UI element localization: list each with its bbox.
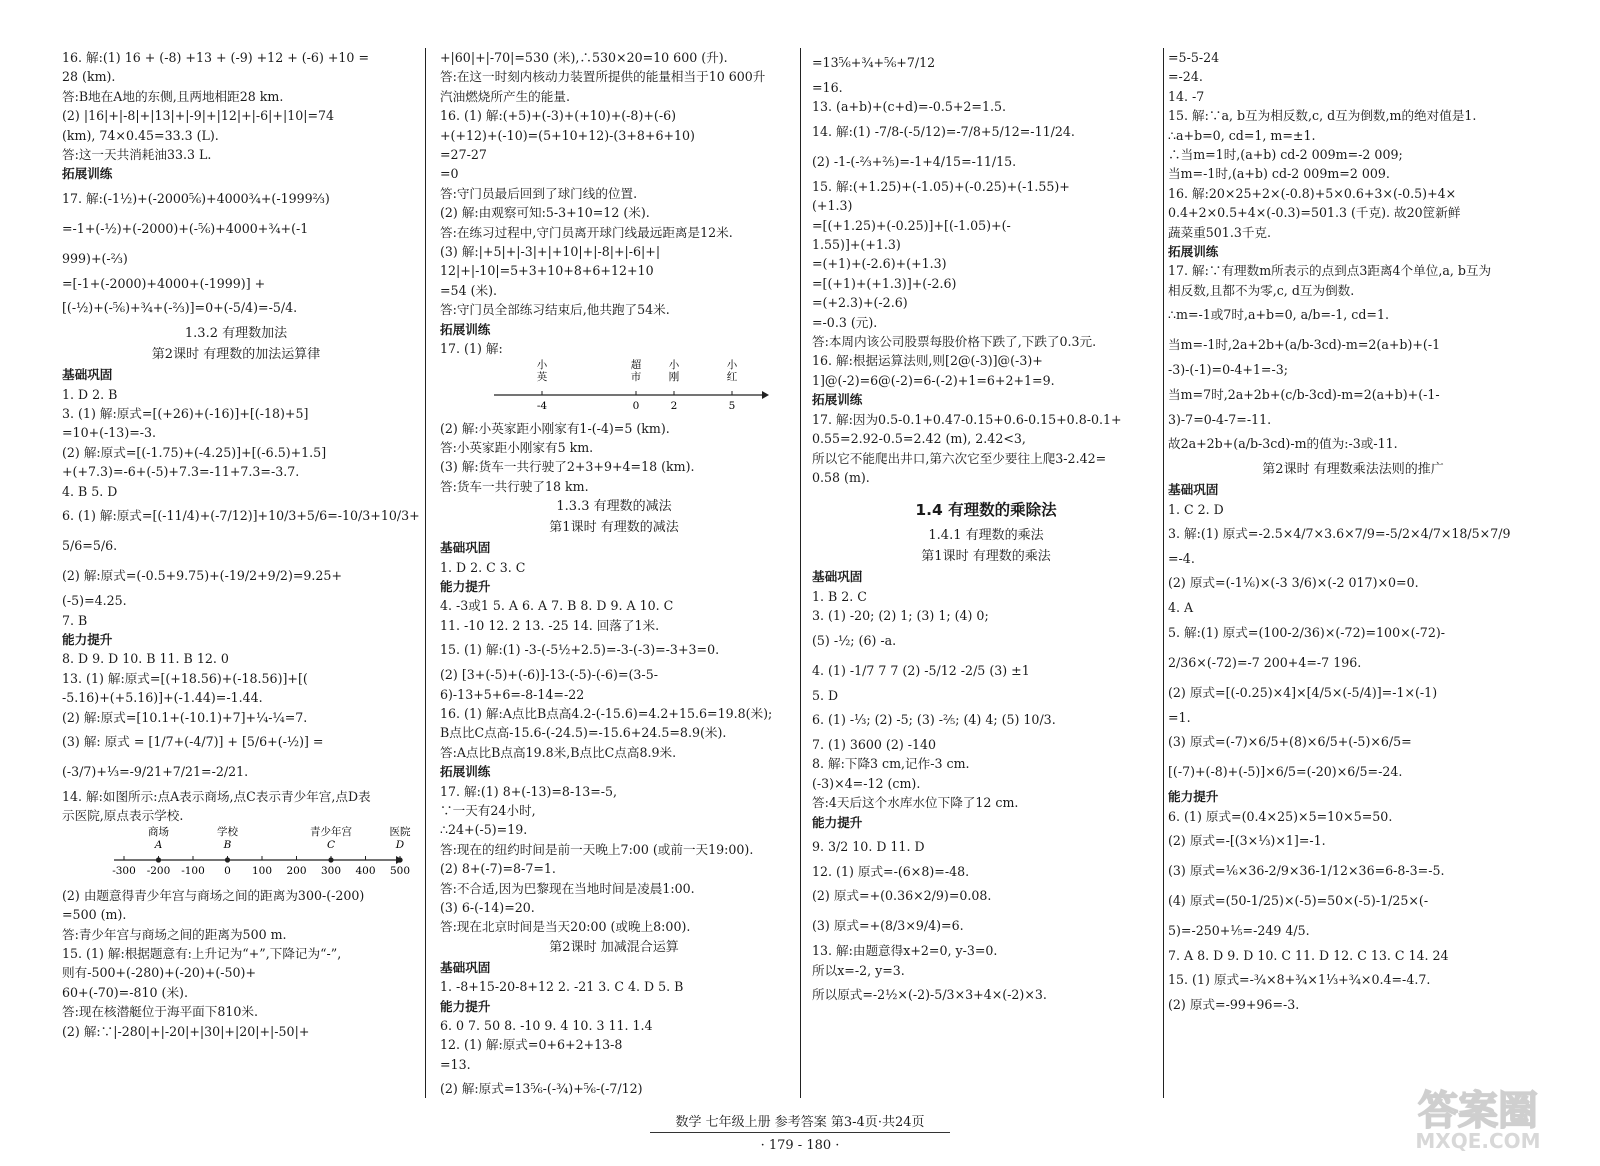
number-line-point-letter: C: [326, 838, 336, 851]
answer-line: (2) -1-(-⅔+⅖)=-1+4/15=-11/15.: [812, 153, 1017, 169]
answer-line: 汽油燃烧所产生的能量.: [440, 88, 570, 104]
section-heading: 第2课时 有理数的加法运算律: [151, 347, 321, 363]
answer-line: 60+(-70)=-810 (米).: [62, 984, 188, 1000]
answer-line: =10+(-13)=-3.: [62, 425, 157, 441]
answer-line: =13⅚+¾+⅚+7/12: [812, 55, 936, 70]
number-line-point: [156, 857, 161, 862]
column-1: [62, 48, 420, 1066]
answer-line: 4. B 5. D: [62, 483, 118, 499]
answer-line: (3) 原式=⅙×36-2/9×36-1/12×36=6-8-3=-5.: [1168, 862, 1445, 878]
answer-line: 3. 解:(1) 原式=-2.5×4/7×3.6×7/9=-5/2×4/7×18/5×7/9: [1168, 525, 1511, 541]
answer-line: 所以x=-2, y=3.: [812, 962, 905, 978]
answer-line: =16.: [812, 80, 843, 95]
answer-line: =13.: [440, 1056, 471, 1072]
number-line-place-label: 医院: [389, 825, 411, 838]
number-line-tick-label: 500: [389, 864, 411, 877]
answer-line: (3) 解:货车一共行驶了2+3+9+4=18 (km).: [440, 459, 695, 475]
answer-line: (2) 原式=[(-0.25)×4]×[4/5×(-5/4)]=-1×(-1): [1168, 684, 1438, 700]
number-line-arrow: [762, 391, 769, 399]
answer-line: 0.55=2.92-0.5=2.42 (m), 2.42<3,: [812, 431, 1026, 447]
answer-line: 3. (1) 解:原式=[(+26)+(-16)]+[(-18)+5]: [62, 406, 309, 422]
section-label: 基础巩固: [62, 367, 113, 383]
number-line-tick-label: -4: [536, 399, 548, 412]
column-divider: [1163, 48, 1164, 1098]
answer-line: =(+1)+(-2.6)+(+1.3): [812, 256, 947, 272]
answer-line: 当m=7时,2a+2b+(c/b-3cd)-m=2(a+b)+(-1-: [1168, 386, 1440, 402]
section-label: 能力提升: [440, 578, 491, 594]
number-line-figure: [62, 826, 410, 882]
answer-line: (km), 74×0.45=33.3 (L).: [62, 127, 219, 143]
answer-line: (2) 解:∵|-280|+|-20|+|30|+|20|+|-50|+: [62, 1023, 310, 1039]
answer-line: (3) 解: 原式 = [1/7+(-4/7)] + [5/6+(-½)] =: [62, 733, 324, 749]
answer-line: 故2a+2b+(a/b-3cd)-m的值为:-3或-11.: [1168, 436, 1398, 452]
answer-line: 相反数,且都不为零,c, d互为倒数.: [1168, 282, 1355, 298]
number-line-tick-label: 5: [728, 399, 736, 412]
number-line-place-label: 青少年宫: [310, 825, 352, 838]
answer-line: 9. 3/2 10. D 11. D: [812, 838, 925, 854]
answer-line: 14. 解:如图所示:点A表示商场,点C表示青少年宫,点D表: [62, 788, 371, 804]
column-divider: [425, 48, 426, 1098]
answer-line: 2/36×(-72)=-7 200+4=-7 196.: [1168, 654, 1362, 670]
answer-line: 12. (1) 解:原式=0+6+2+13-8: [440, 1037, 623, 1053]
answer-line: (3) 解:|+5|+|-3|+|+10|+|-8|+|-6|+|: [440, 244, 661, 260]
section-heading: 1.4 有理数的乘除法: [915, 501, 1057, 520]
watermark-logo-text: 答案圈: [1418, 1088, 1538, 1134]
answer-line: (2) 解:原式=[(-1.75)+(-4.25)]+[(-6.5)+1.5]: [62, 444, 327, 460]
answer-line: 1. B 2. C: [812, 588, 867, 604]
number-line-point-letter: D: [395, 838, 405, 851]
number-line-place-label: 小: [726, 358, 738, 371]
section-label: 拓展训练: [62, 166, 113, 182]
answer-line: (+1.3): [812, 198, 853, 214]
section-label: 拓展训练: [440, 764, 491, 780]
section-heading: 1.4.1 有理数的乘法: [928, 528, 1044, 544]
answer-line: 4. (1) -1/7 7 7 (2) -5/12 -2/5 (3) ±1: [812, 662, 1030, 678]
section-label: 基础巩固: [1168, 482, 1219, 498]
answer-line: =-4.: [1168, 550, 1195, 566]
answer-line: [(-½)+(-⅚)+¾+(-⅔)]=0+(-5/4)=-5/4.: [62, 300, 298, 316]
number-line-place-label: 小: [668, 358, 680, 371]
answer-line: =-24.: [1168, 69, 1203, 85]
section-label: 基础巩固: [440, 540, 491, 556]
answer-line: 17. (1) 解:: [440, 341, 503, 357]
answer-line: 12|+|-10|=5+3+10+8+6+12+10: [440, 263, 654, 279]
answer-line: 7. (1) 3600 (2) -140: [812, 736, 937, 752]
answer-line: (2) 由题意得青少年宫与商场之间的距离为300-(-200): [62, 887, 365, 903]
answer-line: 999)+(-⅔): [62, 250, 128, 266]
answer-line: 答:在练习过程中,守门员离开球门线最远距离是12米.: [440, 224, 733, 240]
answer-line: (3) 原式=(-7)×6/5+(8)×6/5+(-5)×6/5=: [1168, 734, 1412, 750]
answer-line: 答:B地在A地的东侧,且两地相距28 km.: [62, 88, 284, 104]
column-divider: [800, 48, 801, 1098]
answer-line: =-1+(-½)+(-2000)+(-⅚)+4000+¾+(-1: [62, 220, 309, 236]
answer-line: 答:本周内该公司股票每股价格下跌了,下跌了0.3元.: [812, 334, 1097, 350]
number-line-place-label: 英: [536, 370, 548, 383]
answer-line: 16. 解:(1) 16 + (-8) +13 + (-9) +12 + (-6) +10 =: [62, 50, 369, 65]
answer-line: 1.55)]+(+1.3): [812, 237, 901, 253]
answer-line: 1. D 2. C 3. C: [440, 559, 526, 575]
answer-line: 7. B: [62, 612, 88, 628]
answer-line: (2) [3+(-5)+(-6)]-13-(-5)-(-6)=(3-5-: [440, 667, 658, 683]
answer-line: (2) 原式=(-1⅙)×(-3 3/6)×(-2 017)×0=0.: [1168, 575, 1419, 591]
answer-line: 5/6=5/6.: [62, 538, 118, 554]
number-line-place-label: 红: [726, 370, 738, 383]
answer-line: 16. (1) 解:A点比B点高4.2-(-15.6)=4.2+15.6=19.8(米);: [440, 705, 773, 721]
number-line-figure: [440, 359, 788, 415]
section-heading: 1.3.2 有理数加法: [184, 326, 288, 342]
answer-line: [(-7)+(-8)+(-5)]×6/5=(-20)×6/5=-24.: [1168, 764, 1403, 780]
answer-line: (2) 原式=+(0.36×2/9)=0.08.: [812, 888, 992, 904]
answer-line: (2) 解:原式=[10.1+(-10.1)+7]+¼-¼=7.: [62, 709, 308, 725]
section-label: 基础巩固: [440, 959, 491, 975]
number-line-point-letter: B: [223, 838, 232, 851]
answer-line: 3)-7=0-4-7=-11.: [1168, 411, 1272, 427]
answer-line: (4) 原式=(50-1/25)×(-5)=50×(-5)-1/25×(-: [1168, 892, 1429, 908]
section-label: 基础巩固: [812, 569, 863, 585]
answer-line: 17. 解:(-1½)+(-2000⅚)+4000¾+(-1999⅔): [62, 190, 330, 206]
watermark-url: MXQE.COM: [1415, 1129, 1541, 1153]
answer-line: 答:这一天共消耗油33.3 L.: [62, 147, 212, 163]
number-line-place-label: 小: [536, 358, 548, 371]
number-line-point-letter: A: [154, 838, 163, 851]
answer-line: =[-1+(-2000)+4000+(-1999)] +: [62, 275, 266, 291]
answer-line: 14. 解:(1) -7/8-(-5/12)=-7/8+5/12=-11/24.: [812, 123, 1075, 139]
answer-line: 17. 解:因为0.5-0.1+0.47-0.15+0.6-0.15+0.8-0.1+: [812, 411, 1122, 427]
answer-line: (2) 8+(-7)=8-7=1.: [440, 861, 556, 877]
answer-line: 1. D 2. B: [62, 386, 118, 402]
answer-line: 答:现在北京时间是当天20:00 (或晚上8:00).: [440, 919, 691, 935]
section-heading: 1.3.3 有理数的减法: [556, 499, 672, 515]
section-label: 拓展训练: [1168, 244, 1219, 260]
answer-line: 15. (1) 解:根据题意有:上升记为“+”,下降记为“-”,: [62, 945, 342, 961]
answer-line: 8. D 9. D 10. B 11. B 12. 0: [62, 651, 229, 667]
section-label: 拓展训练: [440, 321, 491, 337]
answer-line: =54 (米).: [440, 282, 498, 298]
section-heading: 第1课时 有理数的乘法: [921, 549, 1051, 565]
column-3: [812, 48, 1160, 1066]
section-heading: 第2课时 加减混合运算: [549, 939, 679, 955]
section-heading: 第2课时 有理数乘法法则的推广: [1262, 462, 1444, 478]
number-line-place-label: 市: [630, 370, 642, 383]
answer-line: 13. (1) 解:原式=[(+18.56)+(-18.56)]+[(: [62, 670, 308, 686]
answer-line: =1.: [1168, 709, 1191, 725]
answer-line: 答:小英家距小刚家有5 km.: [440, 439, 594, 455]
answer-line: 答:守门员全部练习结束后,他共跑了54米.: [440, 302, 670, 318]
answer-line: 答:不合适,因为巴黎现在当地时间是凌晨1:00.: [440, 880, 695, 896]
answer-line: 28 (km).: [62, 69, 116, 85]
answer-line: +(+7.3)=-6+(-5)+7.3=-11+7.3=-3.7.: [62, 464, 300, 480]
answer-line: =-0.3 (元).: [812, 314, 878, 330]
answer-line: 13. 解:由题意得x+2=0, y-3=0.: [812, 943, 998, 959]
answer-line: +|60|+|-70|=530 (米),∴530×20=10 600 (升).: [440, 50, 728, 65]
column-4: [1168, 48, 1538, 1066]
answer-line: 则有-500+(-280)+(-20)+(-50)+: [62, 965, 257, 981]
answer-line: ∴m=-1或7时,a+b=0, a/b=-1, cd=1.: [1168, 307, 1389, 323]
answer-line: =27-27: [440, 147, 487, 163]
answer-line: ∴a+b=0, cd=1, m=±1.: [1168, 127, 1316, 143]
answer-line: 16. 解:根据运算法则,则[2@(-3)]@(-3)+: [812, 353, 1043, 369]
answer-line: -3)-(-1)=0-4+1=-3;: [1168, 362, 1288, 378]
answer-line: 16. 解:20×25+2×(-0.8)+5×0.6+3×(-0.5)+4×: [1168, 185, 1457, 201]
answer-line: 17. 解:(1) 8+(-13)=8-13=-5,: [440, 783, 618, 799]
answer-line: 8. 解:下降3 cm,记作-3 cm.: [812, 756, 970, 772]
number-line-place-label: 商场: [148, 825, 169, 838]
answer-line: =(+2.3)+(-2.6): [812, 295, 908, 311]
answer-line: 1]@(-2)=6@(-2)=6-(-2)+1=6+2+1=9.: [812, 372, 1055, 388]
answer-line: 7. A 8. D 9. D 10. C 11. D 12. C 13. C 14. 24: [1168, 947, 1449, 963]
answer-line: 所以它不能爬出井口,第六次它至少要往上爬3-2.42=: [812, 450, 1107, 466]
answer-line: (2) 解:原式=13⅚-(-¾)+⅚-(-7/12): [440, 1081, 643, 1097]
answer-line: 示医院,原点表示学校.: [62, 808, 184, 824]
answer-line: 蔬菜重501.3千克.: [1168, 224, 1272, 240]
answer-line: (3) 原式=+(8/3×9/4)=6.: [812, 918, 964, 934]
answer-line: 4. A: [1168, 600, 1194, 616]
answer-line: 答:现在的纽约时间是前一天晚上7:00 (或前一天19:00).: [440, 841, 754, 857]
answer-line: 答:守门员最后回到了球门线的位置.: [440, 185, 638, 201]
answer-line: B点比C点高-15.6-(-24.5)=-15.6+24.5=8.9(米).: [440, 725, 727, 741]
answer-line: 6. (1) 解:原式=[(-11/4)+(-7/12)]+10/3+5/6=-10/3+10/3+: [62, 508, 420, 524]
answer-line: 15. (1) 解:(1) -3-(-5½+2.5)=-3-(-3)=-3+3=0.: [440, 642, 720, 658]
number-line-place-label: 学校: [217, 825, 238, 838]
answer-line: (3) 6-(-14)=20.: [440, 900, 535, 916]
section-heading: 第1课时 有理数的减法: [549, 520, 679, 536]
answer-line: 6)-13+5+6=-8-14=-22: [440, 686, 585, 702]
answer-line: 15. (1) 原式=-¾×8+¾×1⅓+¾×0.4=-4.7.: [1168, 972, 1431, 988]
number-line-tick-label: 2: [670, 399, 678, 412]
answer-line: 当m=-1时,2a+2b+(a/b-3cd)-m=2(a+b)+(-1: [1168, 337, 1441, 353]
answer-line: (2) 解:原式=(-0.5+9.75)+(-19/2+9/2)=9.25+: [62, 568, 343, 584]
answer-line: -5.16)+(+5.16)]+(-1.44)=-1.44.: [62, 690, 263, 706]
answer-line: (2) |16|+|-8|+|13|+|-9|+|12|+|-6|+|10|=74: [62, 108, 335, 124]
answer-line: ∴当m=1时,(a+b) cd-2 009m=-2 009;: [1168, 147, 1403, 163]
answer-line: 6. 0 7. 50 8. -10 9. 4 10. 3 11. 1.4: [440, 1018, 653, 1034]
answer-line: 1. C 2. D: [1168, 501, 1224, 517]
number-line-tick-label: -200: [146, 864, 171, 877]
watermark-logo: [1378, 1082, 1578, 1152]
answer-line: 5. 解:(1) 原式=(100-2/36)×(-72)=100×(-72)-: [1168, 624, 1446, 640]
section-label: 能力提升: [812, 814, 863, 830]
number-line-place-label: 刚: [668, 370, 680, 383]
number-line-tick-label: -100: [181, 864, 205, 877]
answer-line: 17. 解:∵有理数m所表示的点到点3距离4个单位,a, b互为: [1168, 263, 1492, 279]
answer-line: (2) 原式=-99+96=-3.: [1168, 997, 1300, 1013]
answer-line: 0.58 (m).: [812, 469, 870, 485]
number-line-tick-label: 300: [320, 864, 342, 877]
number-line-tick-label: -300: [112, 864, 136, 877]
column-2: [440, 48, 788, 1097]
section-label: 拓展训练: [812, 392, 863, 408]
answer-line: =500 (m).: [62, 907, 127, 923]
answer-line: 答:A点比B点高19.8米,B点比C点高8.9米.: [440, 744, 677, 760]
answer-line: 5)=-250+⅕=-249 4/5.: [1168, 922, 1310, 938]
answer-line: 6. (1) 原式=(0.4×25)×5=10×5=50.: [1168, 808, 1393, 824]
answer-line: ∴24+(-5)=19.: [440, 822, 528, 838]
answer-line: 答:4天后这个水库水位下降了12 cm.: [812, 795, 1019, 811]
answer-line: 答:货车一共行驶了18 km.: [440, 478, 589, 494]
page-numbers: · 179 - 180 ·: [760, 1138, 840, 1153]
answer-line: 答:在这一时刻内核动力装置所提供的能量相当于10 600升: [440, 69, 766, 85]
footer-rule: [650, 1132, 950, 1133]
answer-line: (-5)=4.25.: [62, 593, 127, 609]
section-label: 能力提升: [1168, 789, 1219, 805]
answer-line: 所以原式=-2½×(-2)-5/3×3+4×(-2)×3.: [812, 987, 1047, 1003]
answer-line: 答:现在核潜艇位于海平面下810米.: [62, 1004, 259, 1020]
answer-line: 4. -3或1 5. A 6. A 7. B 8. D 9. A 10. C: [440, 598, 674, 614]
number-line-tick-label: 0: [224, 864, 231, 877]
section-label: 能力提升: [62, 631, 113, 647]
page-footer: 数学 七年级上册 参考答案 第3-4页·共24页: [675, 1115, 925, 1130]
answer-line: 15. 解:(+1.25)+(-1.05)+(-0.25)+(-1.55)+: [812, 178, 1070, 194]
answer-line: 11. -10 12. 2 13. -25 14. 回落了1米.: [440, 617, 660, 633]
number-line-tick-label: 200: [286, 864, 307, 877]
number-line-tick-label: 100: [251, 864, 273, 877]
answer-line: 15. 解:∵a, b互为相反数,c, d互为倒数,m的绝对值是1.: [1168, 108, 1477, 124]
answer-line: 0.4+2×0.5+4×(-0.3)=501.3 (千克). 故20筐新鲜: [1168, 205, 1461, 221]
answer-line: 当m=-1时,(a+b) cd-2 009m=2 009.: [1168, 166, 1390, 182]
answer-line: 16. (1) 解:(+5)+(-3)+(+10)+(-8)+(-6): [440, 108, 676, 124]
answer-line: 13. (a+b)+(c+d)=-0.5+2=1.5.: [812, 99, 1007, 115]
answer-line: (5) -½; (6) -a.: [812, 632, 897, 648]
answer-line: 12. (1) 原式=-(6×8)=-48.: [812, 863, 970, 879]
answer-line: ∵一天有24小时,: [440, 803, 536, 818]
answer-line: +(+12)+(-10)=(5+10+12)-(3+8+6+10): [440, 127, 695, 143]
number-line-place-label: 超: [630, 358, 642, 371]
answer-line: 5. D: [812, 687, 839, 703]
number-line-tick-label: 400: [355, 864, 376, 877]
answer-line: 答:青少年宫与商场之间的距离为500 m.: [62, 926, 287, 942]
answer-line: 1. -8+15-20-8+12 2. -21 3. C 4. D 5. B: [440, 979, 684, 995]
number-line-point: [397, 857, 402, 862]
answer-line: (2) 解:由观察可知:5-3+10=12 (米).: [440, 205, 650, 221]
answer-line: 14. -7: [1168, 88, 1205, 104]
answer-line: (2) 解:小英家距小刚家有1-(-4)=5 (km).: [440, 420, 670, 436]
number-line-point: [225, 857, 230, 862]
answer-line: (-3/7)+⅓=-9/21+7/21=-2/21.: [62, 763, 249, 779]
number-line-tick-label: 0: [632, 399, 640, 412]
answer-line: 6. (1) -⅓; (2) -5; (3) -⅖; (4) 4; (5) 10/3.: [812, 711, 1056, 727]
answer-line: =5-5-24: [1168, 50, 1220, 65]
number-line-point: [328, 857, 333, 862]
answer-line: =[(+1.25)+(-0.25)]+[(-1.05)+(-: [812, 217, 1011, 233]
answer-line: =0: [440, 166, 459, 182]
answer-line: =[(+1)+(+1.3)]+(-2.6): [812, 275, 957, 291]
answer-line: (-3)×4=-12 (cm).: [812, 775, 921, 791]
answer-line: (2) 原式=-[(3×⅓)×1]=-1.: [1168, 832, 1326, 848]
section-label: 能力提升: [440, 998, 491, 1014]
answer-line: 3. (1) -20; (2) 1; (3) 1; (4) 0;: [812, 608, 989, 624]
